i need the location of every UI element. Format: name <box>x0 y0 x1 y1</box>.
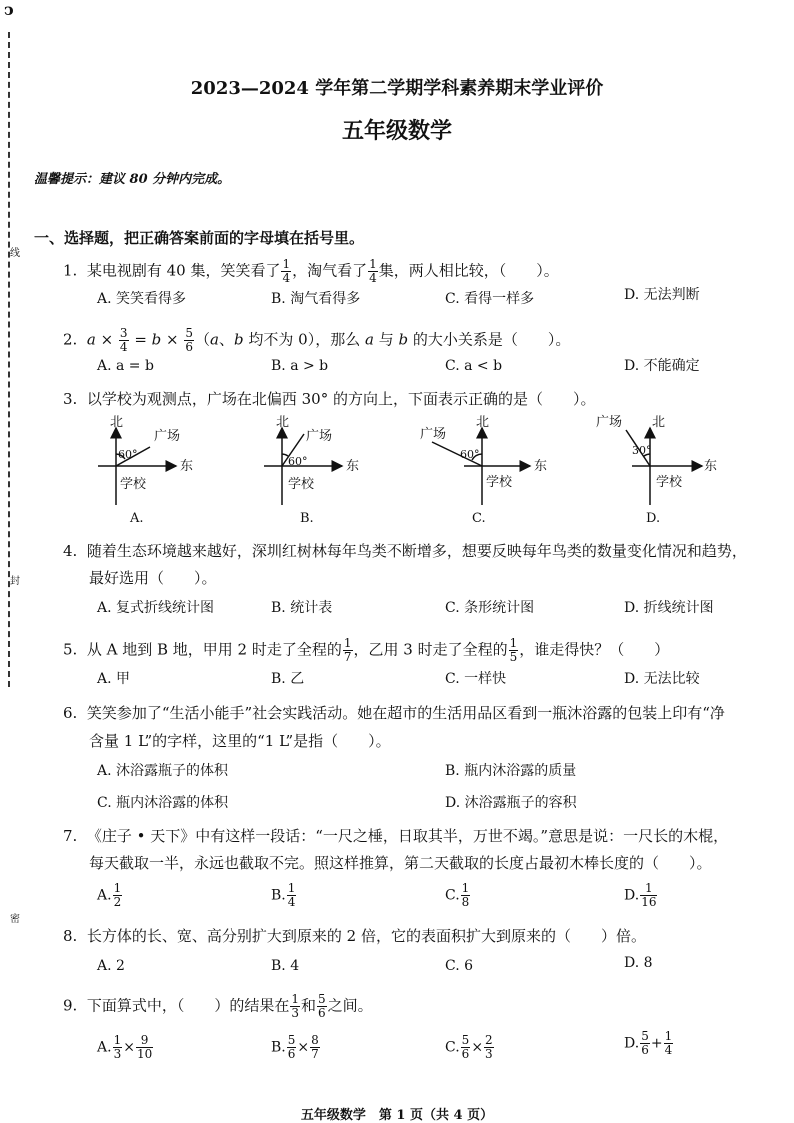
fraction: $\frac{1}{3}$ <box>113 1033 122 1061</box>
school-label: 学校 <box>486 475 513 490</box>
angle-label: 60° <box>288 455 308 468</box>
q2-option-d[interactable]: D. 不能确定 <box>624 358 700 374</box>
q6-option-c[interactable]: C. 瓶内沐浴露的体积 <box>97 795 229 811</box>
north-label: 北 <box>276 415 290 430</box>
direction-diagrams <box>60 410 760 530</box>
q7-option-a[interactable]: A. $\frac{1}{2}$ <box>97 881 122 909</box>
question-7 <box>63 826 728 846</box>
question-number: 1. <box>63 261 78 280</box>
question-number: 4. <box>63 542 78 560</box>
tip-text: 温馨提示：建议 80 分钟内完成。 <box>34 172 231 187</box>
q8-option-d[interactable]: D. 8 <box>624 955 653 971</box>
q9-option-b[interactable]: B. $\frac{5}{6}$ × $\frac{8}{7}$ <box>271 1033 319 1061</box>
q5-option-a[interactable]: A. 甲 <box>97 671 131 687</box>
question-2: 2. a × $\frac{3}{4}$ = b × $\frac{5}{6}$ （a、b 均不为 0），那么 a 与 b 的大小关系是（ ）。 <box>63 326 571 354</box>
east-label: 东 <box>346 459 360 474</box>
question-text: 以学校为观测点，广场在北偏西 30° 的方向上，下面表示正确的是（ ）。 <box>86 390 596 408</box>
fraction: $\frac{1}{4}$ <box>369 257 377 285</box>
question-text: 某电视剧有 40 集，笑笑看了 <box>86 261 281 280</box>
q6-option-d[interactable]: D. 沐浴露瓶子的容积 <box>445 795 577 811</box>
q6-option-b[interactable]: B. 瓶内沐浴露的质量 <box>445 763 577 779</box>
question-4 <box>63 541 747 561</box>
exam-title: 2023—2024 学年第二学期学科素养期末学业评价 <box>190 78 604 99</box>
q8-option-b[interactable]: B. 4 <box>271 958 300 974</box>
q8-option-a[interactable]: A. 2 <box>97 958 125 974</box>
question-5: 5. 从 A 地到 B 地，甲用 2 时走了全程的 $\frac{1}{7}$ ，乙用 3 时走了全程的 $\frac{1}{5}$ ，谁走得快？（ ） <box>63 636 670 664</box>
question-number: 9. <box>63 996 78 1015</box>
q5-option-c[interactable]: C. 一样快 <box>445 671 507 687</box>
q7-option-b[interactable]: B. $\frac{1}{4}$ <box>271 881 296 909</box>
square-label: 广场 <box>596 415 623 430</box>
question-6-line2: 含量 1 L”的字样，这里的“1 L”是指（ ）。 <box>89 732 391 750</box>
question-text: 长方体的长、宽、高分别扩大到原来的 2 倍，它的表面积扩大到原来的（ ）倍。 <box>86 927 646 945</box>
fraction: $\frac{1}{8}$ <box>461 881 470 909</box>
margin-char-mi: 密 <box>10 914 20 925</box>
question-number: 8. <box>63 927 78 945</box>
angle-label: 60° <box>118 448 138 461</box>
q4-option-a[interactable]: A. 复式折线统计图 <box>97 600 215 616</box>
square-label: 广场 <box>154 429 181 444</box>
fraction: $\frac{2}{3}$ <box>485 1033 493 1061</box>
q9-option-a[interactable]: A. $\frac{1}{3}$ × $\frac{9}{10}$ <box>97 1033 153 1061</box>
option-d-label: D. <box>646 511 661 526</box>
q9-option-c[interactable]: C. $\frac{5}{6}$ × $\frac{2}{3}$ <box>445 1033 493 1061</box>
margin-char-xian: 线 <box>10 248 20 259</box>
binding-hook-mark: ↄ <box>4 0 14 19</box>
option-b-label: B. <box>300 511 314 526</box>
square-label: 广场 <box>306 429 333 444</box>
q7-option-d[interactable]: D. $\frac{1}{16}$ <box>624 881 657 909</box>
q2-option-c[interactable]: C. a < b <box>445 358 503 374</box>
fraction: $\frac{1}{16}$ <box>641 881 657 909</box>
q4-option-b[interactable]: B. 统计表 <box>271 600 333 616</box>
fraction: $\frac{8}{7}$ <box>311 1033 319 1061</box>
question-8 <box>63 926 646 946</box>
q4-option-c[interactable]: C. 条形统计图 <box>445 600 535 616</box>
question-text: 集，两人相比较，（ ）。 <box>378 261 559 280</box>
fraction: $\frac{1}{5}$ <box>509 636 518 664</box>
margin-char-feng: 封 <box>10 576 20 587</box>
angle-label: 30° <box>632 444 652 457</box>
north-label: 北 <box>110 415 124 430</box>
q1-option-d[interactable]: D. 无法判断 <box>624 287 700 303</box>
q1-option-b[interactable]: B. 淘气看得多 <box>271 291 361 307</box>
fraction: $\frac{5}{6}$ <box>185 326 194 354</box>
option-a-label: A. <box>130 511 144 526</box>
question-9: 9. 下面算式中，（ ）的结果在 $\frac{1}{3}$ 和 $\frac{5}{6}$ 之间。 <box>63 992 373 1020</box>
fraction: $\frac{5}{6}$ <box>461 1033 470 1061</box>
question-7-line2: 每天截取一半，永远也截取不完。照这样推算，第二天截取的长度占最初木棒长度的（ ）。 <box>89 854 712 872</box>
school-label: 学校 <box>120 477 147 492</box>
q7-option-c[interactable]: C. $\frac{1}{8}$ <box>445 881 470 909</box>
question-text: 笑笑参加了“生活小能手”社会实践活动。她在超市的生活用品区看到一瓶沐浴露的包装上印有“净 <box>86 704 725 722</box>
q4-option-d[interactable]: D. 折线统计图 <box>624 600 714 616</box>
angle-label: 60° <box>460 448 480 461</box>
fraction: $\frac{1}{2}$ <box>113 881 122 909</box>
school-label: 学校 <box>288 477 315 492</box>
question-number: 2. <box>63 330 78 349</box>
question-text: ，淘气看了 <box>292 261 368 280</box>
question-4-line2: 最好选用（ ）。 <box>89 569 217 587</box>
question-number: 3. <box>63 390 78 408</box>
q5-option-d[interactable]: D. 无法比较 <box>624 671 700 687</box>
east-label: 东 <box>704 459 718 474</box>
north-label: 北 <box>652 415 666 430</box>
section-heading: 一、选择题，把正确答案前面的字母填在括号里。 <box>34 229 365 247</box>
question-1 <box>63 258 559 285</box>
fraction: $\frac{9}{10}$ <box>136 1033 153 1061</box>
q8-option-c[interactable]: C. 6 <box>445 958 474 974</box>
fraction: $\frac{1}{4}$ <box>282 257 291 285</box>
fraction: $\frac{5}{6}$ <box>287 1033 296 1061</box>
question-number: 5. <box>63 640 78 659</box>
fraction: $\frac{1}{4}$ <box>664 1029 673 1057</box>
q2-option-a[interactable]: A. a = b <box>97 358 154 374</box>
question-3 <box>63 389 596 409</box>
q1-option-c[interactable]: C. 看得一样多 <box>445 291 535 307</box>
east-label: 东 <box>534 459 548 474</box>
q1-option-a[interactable]: A. 笑笑看得多 <box>97 291 187 307</box>
question-number: 6. <box>63 704 78 722</box>
fraction: $\frac{1}{4}$ <box>287 881 296 909</box>
question-number: 7. <box>63 827 78 845</box>
page-footer: 五年级数学 第 1 页（共 4 页） <box>300 1108 494 1123</box>
option-c-label: C. <box>472 511 486 526</box>
q5-option-b[interactable]: B. 乙 <box>271 671 305 687</box>
fraction: $\frac{1}{3}$ <box>291 992 300 1020</box>
subject-title: 五年级数学 <box>341 118 452 144</box>
east-label: 东 <box>180 459 194 474</box>
q6-option-a[interactable]: A. 沐浴露瓶子的体积 <box>97 763 229 779</box>
fraction: $\frac{3}{4}$ <box>119 326 128 354</box>
north-label: 北 <box>476 415 490 430</box>
question-text: 随着生态环境越来越好，深圳红树林每年鸟类不断增多，想要反映每年鸟类的数量变化情况和趋势， <box>86 542 747 560</box>
fraction: $\frac{1}{7}$ <box>343 636 352 664</box>
fraction: $\frac{5}{6}$ <box>318 992 326 1020</box>
fraction: $\frac{5}{6}$ <box>641 1029 649 1057</box>
question-text: 《庄子 • 天下》中有这样一段话：“一尺之棰，日取其半，万世不竭。”意思是说：一尺长的木棍， <box>86 827 729 845</box>
question-6 <box>63 703 725 723</box>
square-label: 广场 <box>420 427 447 442</box>
q9-option-d[interactable]: D. $\frac{5}{6}$ + $\frac{1}{4}$ <box>624 1029 673 1057</box>
q2-option-b[interactable]: B. a > b <box>271 358 329 374</box>
school-label: 学校 <box>656 475 683 490</box>
